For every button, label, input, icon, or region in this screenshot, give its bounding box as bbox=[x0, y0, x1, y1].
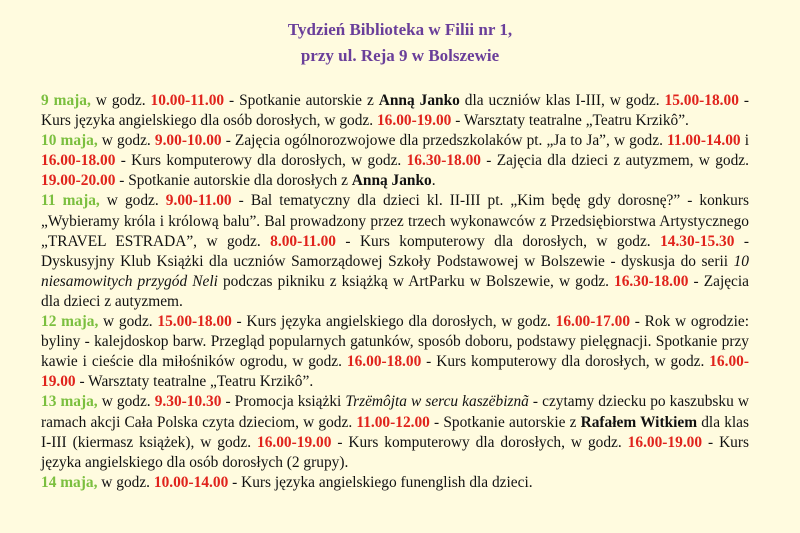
entry-text: - Zajęcia dla dzieci z autyzmem. bbox=[41, 272, 749, 310]
entry-text: - Spotkanie autorskie z bbox=[429, 413, 581, 431]
entry-text: - Dyskusyjny Klub Książki dla uczniów Samorządowej Szkoły Podstawowej w Bolszewie - dyskusja do serii bbox=[41, 232, 749, 270]
schedule-entry bbox=[41, 131, 749, 191]
time-range: 16.30-18.00 bbox=[614, 272, 689, 290]
entry-date: 12 maja, bbox=[41, 313, 99, 331]
author-name: Anną Janko bbox=[378, 92, 460, 109]
entry-text: - Zajęcia ogólnorozwojowe dla przedszkolaków pt. „Ja to Ja”, w godz. bbox=[221, 132, 668, 150]
time-range: 9.30-10.30 bbox=[154, 393, 222, 411]
time-range: 19.00-20.00 bbox=[41, 172, 116, 190]
entry-text: - Kurs komputerowy dla dorosłych, w godz. bbox=[115, 152, 407, 170]
entry-date: 9 maja, bbox=[41, 92, 91, 109]
time-range: 14.30-15.30 bbox=[660, 232, 735, 250]
time-range: 10.00-14.00 bbox=[153, 473, 229, 491]
schedule-text bbox=[41, 91, 749, 493]
entry-text: - Kurs komputerowy dla dorosłych, w godz. bbox=[331, 433, 628, 451]
entry-text: - Bal tematyczny dla dzieci kl. II-III pt. „Kim będę gdy dorosnę?” - konkurs „Wybieramy króla i królową balu”. Bal prowadzony przez trzech wykonawców z Przedsiębiorstwa Artystycznego „TRAVEL ESTRADA”, w godz. bbox=[41, 192, 749, 250]
entry-text: w godz. bbox=[97, 393, 155, 411]
entry-text: dla klas I-III (kiermasz książek), w godz. bbox=[41, 413, 749, 451]
entry-text: - Promocja książki bbox=[221, 393, 346, 411]
entry-text: dla uczniów klas I-III, w godz. bbox=[459, 92, 665, 109]
author-name: Rafałem Witkiem bbox=[580, 413, 698, 431]
entry-text: w godz. bbox=[97, 132, 155, 150]
entry-text: i bbox=[740, 132, 749, 150]
schedule-entry bbox=[41, 191, 749, 312]
time-range: 16.00-18.00 bbox=[41, 152, 116, 170]
time-range: 16.00-19.00 bbox=[257, 433, 332, 451]
time-range: 16.00-19.00 bbox=[376, 112, 452, 130]
time-range: 15.00-18.00 bbox=[664, 92, 739, 109]
entry-text: - Kurs języka angielskiego dla dorosłych, w godz. bbox=[231, 313, 556, 331]
schedule-entry bbox=[41, 312, 749, 392]
schedule-entry bbox=[41, 91, 749, 131]
schedule-entry bbox=[41, 392, 749, 472]
entry-text: - Kurs języka angielskiego dla osób dorosłych (2 grupy). bbox=[41, 433, 749, 471]
time-range: 15.00-18.00 bbox=[157, 313, 232, 331]
author-name: Anną Janko bbox=[351, 172, 432, 190]
book-title: 10 niesamowitych przygód Neli bbox=[41, 252, 749, 290]
time-range: 8.00-11.00 bbox=[270, 232, 336, 250]
entry-text: - Zajęcia dla dzieci z autyzmem, w godz. bbox=[480, 152, 749, 170]
title-line-2: przy ul. Reja 9 w Bolszewie bbox=[300, 46, 500, 65]
entry-text: w godz. bbox=[97, 473, 154, 491]
entry-date: 13 maja, bbox=[41, 393, 98, 411]
entry-date: 11 maja, bbox=[41, 192, 100, 210]
entry-text: - Kurs komputerowy dla dorosłych, w godz. bbox=[421, 353, 710, 371]
entry-text: - Rok w ogrodzie: byliny - kalejdoskop barw. Przegląd popularnych gatunków, sposób doboru, podstawy pielęgnacji. Spotkanie przy kawie i cieście dla miłośników ogrodu, w godz. bbox=[41, 313, 749, 371]
entry-text: - Spotkanie autorskie dla dorosłych z bbox=[115, 172, 352, 190]
entry-text: w godz. bbox=[98, 313, 158, 331]
time-range: 11.00-14.00 bbox=[667, 132, 741, 150]
entry-text: - Kurs języka angielskiego funenglish dla dzieci. bbox=[228, 473, 533, 491]
entry-text: - Kurs języka angielskiego dla osób dorosłych, w godz. bbox=[41, 92, 749, 130]
schedule-entry bbox=[41, 473, 749, 493]
time-range: 11.00-12.00 bbox=[356, 413, 430, 431]
entry-text: . bbox=[431, 172, 436, 190]
book-title: Trzëmôjta w sercu kaszëbiznã bbox=[345, 393, 529, 411]
time-range: 16.00-18.00 bbox=[346, 353, 422, 371]
entry-date: 10 maja, bbox=[41, 132, 98, 150]
time-range: 9.00-10.00 bbox=[154, 132, 222, 150]
entry-text: - Warsztaty teatralne „Teatru Krzikô”. bbox=[451, 112, 689, 130]
entry-text: podczas pikniku z książką w ArtParku w Bolszewie, w godz. bbox=[217, 272, 615, 290]
entry-text: - Warsztaty teatralne „Teatru Krzikô”. bbox=[75, 373, 314, 391]
time-range: 16.00-19.00 bbox=[41, 353, 749, 391]
time-range: 16.00-17.00 bbox=[555, 313, 631, 331]
entry-text: - Spotkanie autorskie z bbox=[224, 92, 379, 109]
entry-text: w godz. bbox=[99, 192, 166, 210]
entry-text: w godz. bbox=[90, 92, 151, 109]
title-line-1: Tydzień Biblioteka w Filii nr 1, bbox=[287, 20, 513, 39]
entry-text: - czytamy dziecku po kaszubsku w ramach akcji Cała Polska czyta dzieciom, w godz. bbox=[41, 393, 749, 431]
time-range: 16.00-19.00 bbox=[627, 433, 703, 451]
time-range: 9.00-11.00 bbox=[165, 192, 232, 210]
page-title bbox=[0, 17, 800, 69]
time-range: 10.00-11.00 bbox=[150, 92, 225, 109]
entry-text: - Kurs komputerowy dla dorosłych, w godz. bbox=[336, 232, 661, 250]
entry-date: 14 maja, bbox=[41, 473, 98, 491]
time-range: 16.30-18.00 bbox=[406, 152, 481, 170]
